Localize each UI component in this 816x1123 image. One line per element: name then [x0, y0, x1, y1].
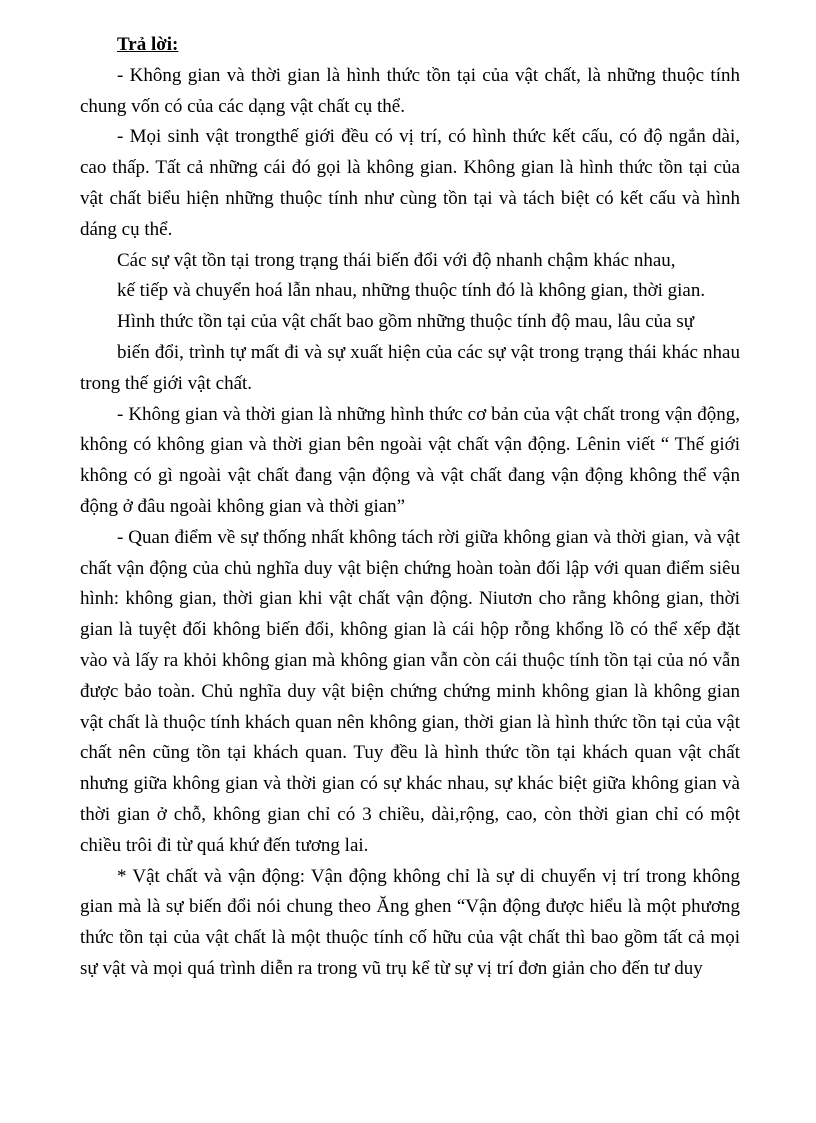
line-form-of-existence: Hình thức tồn tại của vật chất bao gồm những thuộc tính độ mau, lâu của sự: [117, 311, 695, 333]
document-page: [80, 30, 740, 985]
line-succession: kế tiếp và chuyển hoá lẫn nhau, những thuộc tính đó là không gian, thời gian.: [117, 280, 706, 302]
paragraph-time-sequence: biến đổi, trình tự mất đi và sự xuất hiện của các sự vật trong trạng thái khác nhau trong thế giới vật chất.: [80, 341, 740, 394]
paragraph-lenin-quote: - Không gian và thời gian là những hình thức cơ bản của vật chất trong vận động, không có không gian và thời gian bên ngoài vật chất vận động. Lênin viết “ Thế giới không có gì ngoài vật chất đang vận động và vật chất đang vận động không thể vận động ở đâu ngoài không gian và thời gian”: [80, 403, 740, 517]
paragraph-definition: - Không gian và thời gian là hình thức tồn tại của vật chất, là những thuộc tính chung vốn có của các dạng vật chất cụ thể.: [80, 64, 740, 117]
paragraph-space: - Mọi sinh vật trongthế giới đều có vị trí, có hình thức kết cấu, có độ ngắn dài, cao thấp. Tất cả những cái đó gọi là không gian. Không gian là hình thức tồn tại của vật chất biểu hiện những thuộc tính như cùng tồn tại và tách biệt có kết cấu và hình dáng cụ thể.: [80, 126, 740, 240]
line-change-speed: Các sự vật tồn tại trong trạng thái biến đổi với độ nhanh chậm khác nhau,: [117, 249, 676, 271]
paragraph-unity-view: - Quan điểm về sự thống nhất không tách rời giữa không gian và thời gian, và vật chất vận động của chủ nghĩa duy vật biện chứng hoàn toàn đối lập với quan điểm siêu hình: không gian, thời gian khi vật chất vận động. Niutơn cho rằng không gian, thời gian là tuyệt đối không biến đổi, không gian là cái hộp rỗng khổng lồ có thể xếp đặt vào và lấy ra khỏi không gian mà không gian vẫn còn cái thuộc tính tồn tại của nó vẫn được bảo toàn. Chủ nghĩa duy vật biện chứng chứng minh không gian là không gian vật chất là thuộc tính khách quan nên không gian, thời gian là hình thức tồn tại của vật chất nên cũng tồn tại khách quan. Tuy đều là hình thức tồn tại khách quan vật chất nhưng giữa không gian và thời gian có sự khác nhau, sự khác biệt giữa không gian và thời gian ở chỗ, không gian chỉ có 3 chiều, dài,rộng, cao, còn thời gian chỉ có một chiều trôi đi từ quá khứ đến tương lai.: [80, 526, 740, 856]
answer-heading: Trả lời:: [117, 34, 179, 55]
paragraph-matter-motion: * Vật chất và vận động: Vận động không chỉ là sự di chuyển vị trí trong không gian mà là sự biến đổi nói chung theo Ăng ghen “Vận động được hiểu là một phương thức tồn tại của vật chất là một thuộc tính cố hữu của vật chất thì bao gồm tất cả mọi sự vật và mọi quá trình diễn ra trong vũ trụ kể từ sự vị trí đơn giản cho đến tư duy: [80, 865, 740, 979]
